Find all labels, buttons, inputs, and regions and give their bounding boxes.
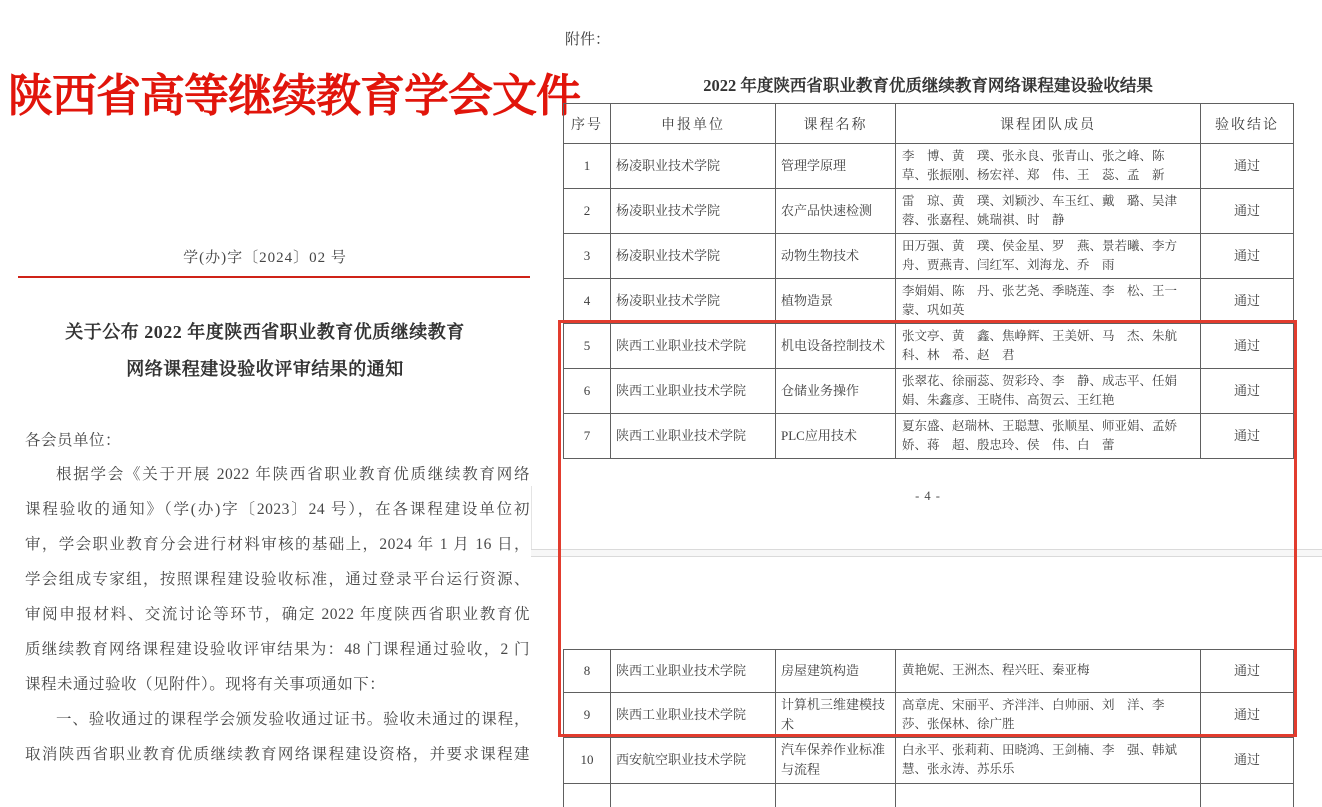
document-text-line: 课程未通过验收（见附件）。现将有关事项通如下： (25, 676, 386, 693)
cell-no: 8 (564, 650, 611, 693)
cell-course: 仓储业务操作 (776, 369, 896, 414)
cell-unit: 杨凌职业技术学院 (611, 234, 776, 279)
cell-no (564, 783, 611, 807)
document-text-line: 根据学会《关于开展 2022 年陕西省职业教育优质继续教育网络 (56, 466, 530, 483)
cell-course: 汽车保养作业标准与流程 (776, 738, 896, 783)
page-number: - 4 - (915, 489, 941, 503)
cell-no: 7 (564, 414, 611, 459)
cell-no: 4 (564, 279, 611, 324)
cell-course: PLC应用技术 (776, 414, 896, 459)
notice-body (25, 463, 530, 778)
cell-team: 张翠花、徐丽蕊、贺彩玲、李 静、成志平、任娟娟、朱鑫彦、王晓伟、高贺云、王红艳 (896, 369, 1201, 414)
notice-title-line2: 网络课程建设验收评审结果的通知 (126, 359, 404, 379)
cell-team: 田万强、黄 璞、侯金星、罗 燕、景若曦、李方舟、贾燕青、闫红军、刘海龙、乔 雨 (896, 234, 1201, 279)
acceptance-results-table-page4 (563, 103, 1294, 459)
table-row (564, 369, 1294, 414)
header-course: 课程名称 (776, 104, 896, 144)
cell-result: 通过 (1201, 738, 1294, 783)
table-row (564, 738, 1294, 783)
header-result: 验收结论 (1201, 104, 1294, 144)
table-row (564, 650, 1294, 693)
table-row (564, 144, 1294, 189)
cell-course: 农产品快速检测 (776, 189, 896, 234)
page-break-divider (531, 549, 1322, 557)
cell-unit: 陕西工业职业技术学院 (611, 369, 776, 414)
cell-unit: 杨凌职业技术学院 (611, 144, 776, 189)
document-text-line: 一、验收通过的课程学会颁发验收通过证书。验收未通过的课程， (56, 711, 530, 728)
red-divider-rule (18, 276, 530, 278)
cell-result: 通过 (1201, 189, 1294, 234)
cell-no: 1 (564, 144, 611, 189)
cell-no: 3 (564, 234, 611, 279)
cell-result: 通过 (1201, 144, 1294, 189)
table-row (564, 279, 1294, 324)
cell-team: 黄艳妮、王洲杰、程兴旺、秦亚梅 (896, 650, 1201, 693)
document-text-line: 审阅申报材料、交流讨论等环节，确定 2022 年度陕西省职业教育优 (25, 606, 530, 623)
cell-no: 9 (564, 693, 611, 738)
cell-course: 机电设备控制技术 (776, 324, 896, 369)
cell-course: 植物造景 (776, 279, 896, 324)
cell-team: 高章虎、宋丽平、齐泮泮、白帅丽、刘 洋、李 莎、张保林、徐广胜 (896, 693, 1201, 738)
table-row (564, 324, 1294, 369)
document-text-line: 审，学会职业教育分会进行材料审核的基础上，2024 年 1 月 16 日， (25, 536, 530, 553)
cell-no: 5 (564, 324, 611, 369)
cell-result: 通过 (1201, 414, 1294, 459)
cell-team: 李 博、黄 璞、张永良、张青山、张之峰、陈 草、张振刚、杨宏祥、郑 伟、王 蕊、孟 新 (896, 144, 1201, 189)
cell-unit: 杨凌职业技术学院 (611, 279, 776, 324)
cell-team: 夏东盛、赵瑞林、王聪慧、张顺星、师亚娟、孟娇娇、蒋 超、殷忠玲、侯 伟、白 蕾 (896, 414, 1201, 459)
cell-course (776, 783, 896, 807)
cell-team: 张文亭、黄 鑫、焦峥辉、王美妍、马 杰、朱航科、林 希、赵 君 (896, 324, 1201, 369)
document-number: 学(办)字〔2024〕02 号 (183, 250, 347, 266)
header-no: 序号 (564, 104, 611, 144)
header-unit: 申报单位 (611, 104, 776, 144)
cell-course: 管理学原理 (776, 144, 896, 189)
table-row (564, 693, 1294, 738)
cell-result: 通过 (1201, 279, 1294, 324)
cell-result: 通过 (1201, 324, 1294, 369)
attachment-table-title: 2022 年度陕西省职业教育优质继续教育网络课程建设验收结果 (703, 76, 1153, 95)
cell-unit: 陕西工业职业技术学院 (611, 414, 776, 459)
table-row (564, 234, 1294, 279)
cell-course: 动物生物技术 (776, 234, 896, 279)
attachment-label: 附件： (565, 32, 611, 48)
document-text-line: 质继续教育网络课程建设验收评审结果为：48 门课程通过验收，2 门 (25, 641, 530, 658)
cell-no: 10 (564, 738, 611, 783)
cell-team (896, 783, 1201, 807)
header-team: 课程团队成员 (896, 104, 1201, 144)
notice-title-line1: 关于公布 2022 年度陕西省职业教育优质继续教育 (65, 322, 465, 342)
cell-team: 白永平、张莉莉、田晓鸿、王剑楠、李 强、韩斌慧、张永涛、苏乐乐 (896, 738, 1201, 783)
cell-result: 通过 (1201, 693, 1294, 738)
document-text-line: 课程验收的通知》（学(办)字〔2023〕24 号），在各课程建设单位初 (25, 501, 530, 518)
cell-result: 通过 (1201, 369, 1294, 414)
cell-no: 2 (564, 189, 611, 234)
table-header-row (564, 104, 1294, 144)
document-text-line: 取消陕西省职业教育优质继续教育网络课程建设资格，并要求课程建 (25, 746, 530, 763)
acceptance-results-table-page5 (563, 649, 1294, 807)
page-edge-line (531, 486, 532, 549)
cell-unit: 陕西工业职业技术学院 (611, 693, 776, 738)
document-text-line: 学会组成专家组，按照课程建设验收标准，通过登录平台运行资源、 (25, 571, 530, 588)
cell-course: 房屋建筑构造 (776, 650, 896, 693)
table-row (564, 189, 1294, 234)
cell-unit: 杨凌职业技术学院 (611, 189, 776, 234)
cell-team: 雷 琼、黄 璞、刘颖沙、车玉红、戴 璐、吴津蓉、张嘉程、姚瑞祺、时 静 (896, 189, 1201, 234)
cell-no: 6 (564, 369, 611, 414)
red-header-banner: 陕西省高等继续教育学会文件 (8, 71, 581, 121)
cell-result (1201, 783, 1294, 807)
table-row (564, 414, 1294, 459)
salutation: 各会员单位： (25, 432, 122, 449)
cell-result: 通过 (1201, 234, 1294, 279)
cell-result: 通过 (1201, 650, 1294, 693)
cell-unit: 西安航空职业技术学院 (611, 738, 776, 783)
cell-unit: 陕西工业职业技术学院 (611, 650, 776, 693)
cell-unit (611, 783, 776, 807)
cell-team: 李娟娟、陈 丹、张艺尧、季晓莲、李 松、王一蒙、巩如英 (896, 279, 1201, 324)
cell-unit: 陕西工业职业技术学院 (611, 324, 776, 369)
table-row (564, 783, 1294, 807)
cell-course: 计算机三维建模技术 (776, 693, 896, 738)
